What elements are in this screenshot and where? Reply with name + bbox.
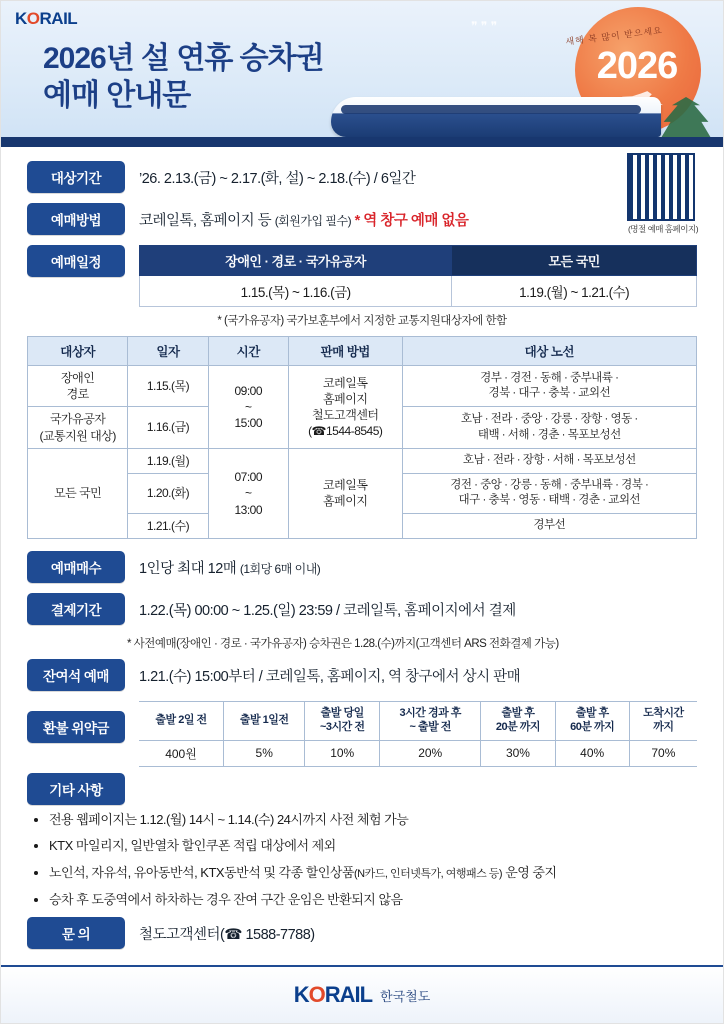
schedule-value-priority: 1.15.(목) ~ 1.16.(금): [140, 276, 452, 307]
label-schedule: 예매일정: [27, 245, 125, 277]
label-etc: 기타 사항: [27, 773, 125, 805]
etc-list: [49, 811, 697, 908]
footer-logo-letter-o: O: [308, 982, 325, 1007]
logo-letters-rail: RAIL: [39, 9, 78, 28]
etc-item-1-text: KTX 마일리지, 일반열차 할인쿠폰 적립 대상에서 제외: [49, 838, 336, 854]
cell-method-callcenter-number: (☎1544-8545): [308, 424, 383, 439]
penalty-table: [139, 701, 697, 767]
label-method: 예매방법: [27, 203, 125, 235]
label-ticket-count: 예매매수: [27, 551, 125, 583]
value-contact[interactable]: 철도고객센터(☎ 1588-7788): [139, 926, 315, 943]
logo-letter-o: O: [26, 9, 40, 28]
table-row: [28, 366, 697, 407]
title-line-1: 2026년 설 연휴 승차권: [43, 42, 324, 75]
row-etc: [27, 773, 697, 805]
row-remaining-seats: [27, 659, 697, 691]
table-row: [28, 448, 697, 473]
schedule-table: [139, 245, 697, 307]
penalty-table-wrap: [139, 701, 697, 767]
penalty-value-row: [139, 740, 697, 766]
cell-date-4: 1.21.(수): [128, 513, 208, 538]
qr-code-icon[interactable]: [627, 153, 695, 221]
schedule-value-general: 1.19.(월) ~ 1.21.(수): [452, 276, 697, 307]
cell-target-all-citizens: 모든 국민: [28, 448, 128, 538]
cell-target-disabled-senior: 장애인 경로: [28, 366, 128, 407]
cell-date-2: 1.19.(월): [128, 448, 208, 473]
row-contact: [27, 917, 697, 949]
cell-target-veteran: [28, 407, 128, 448]
cell-lines-0: 경부 · 경전 · 동해 · 중부내륙 · 경북 · 대구 · 충북 · 교외선: [402, 366, 696, 407]
cell-lines-2: 호남 · 전라 · 장항 · 서해 · 목포보성선: [402, 448, 696, 473]
cell-lines-4: 경부선: [402, 513, 696, 538]
etc-item-2-small: (N카드, 인터넷특가, 여행패스 등): [354, 867, 503, 880]
penalty-th-3: 3시간 경과 후 ~ 출발 전: [380, 702, 481, 741]
cell-target-veteran-sub: (교통지원 대상): [39, 428, 116, 443]
penalty-td-1: 5%: [224, 740, 305, 766]
row-refund-penalty: [27, 701, 697, 767]
footer-logo-letters-rail: RAIL: [324, 982, 373, 1007]
penalty-th-5: 출발 후 60분 까지: [555, 702, 629, 741]
korail-logo-top: [15, 9, 77, 29]
cell-lines-1: 호남 · 전라 · 중앙 · 강릉 · 장항 · 영동 · 태백 · 서해 · 경춘 · 목포보성선: [402, 407, 696, 448]
qr-caption: (명절 예매 홈페이지): [627, 224, 699, 234]
cell-method-general: 코레일톡 홈페이지: [288, 448, 402, 538]
cell-target-veteran-main: 국가유공자: [49, 412, 106, 427]
list-item: [49, 837, 697, 855]
schedule-header-priority: 장애인 · 경로 · 국가유공자: [140, 246, 452, 276]
th-time: 시간: [208, 337, 288, 366]
qr-block: [627, 153, 699, 235]
new-year-greeting: 새해 복 많이 받으세요: [564, 25, 664, 47]
year-badge: 2026: [596, 45, 678, 87]
row-payment: [27, 593, 697, 625]
cell-date-1: 1.16.(금): [128, 407, 208, 448]
payment-note: * 사전예매(장애인 · 경로 · 국가유공자) 승차권은 1.28.(수)까지(고객센터 ARS 전화결제 가능): [127, 638, 559, 651]
penalty-td-6: 70%: [629, 740, 697, 766]
penalty-td-2: 10%: [305, 740, 380, 766]
etc-item-0-text: 전용 웹페이지는 1.12.(월) 14시 ~ 1.14.(수) 24시까지 사전 체험 가능: [49, 811, 409, 827]
penalty-th-0: 출발 2일 전: [139, 702, 224, 741]
schedule-value-row: [140, 276, 697, 307]
poster-header: [1, 1, 723, 147]
schedule-note: * (국가유공자) 국가보훈부에서 지정한 교통지원대상자에 한함: [217, 315, 507, 327]
poster-content: [1, 147, 723, 949]
th-lines: 대상 노선: [402, 337, 696, 366]
cell-date-0: 1.15.(목): [128, 366, 208, 407]
row-period: [27, 161, 697, 193]
penalty-th-2: 출발 당일 ~3시간 전: [305, 702, 380, 741]
value-method-paren: (회원가입 필수): [274, 213, 352, 228]
penalty-td-4: 30%: [481, 740, 555, 766]
value-method-main: 코레일톡, 홈페이지 등: [139, 212, 272, 229]
train-illustration: [331, 97, 661, 137]
title-line-2: 예매 안내문: [43, 78, 191, 112]
value-ticket-count-main: 1인당 최대 12매: [139, 560, 237, 577]
value-period: ’26. 2.13.(금) ~ 2.17.(화, 설) ~ 2.18.(수) / 6일간: [139, 170, 416, 187]
birds-icon: ❞ ❞ ❞: [471, 19, 498, 33]
penalty-td-0: 400원: [139, 740, 224, 766]
penalty-th-1: 출발 1일전: [224, 702, 305, 741]
row-method: [27, 203, 697, 235]
etc-item-2-text2: 운영 중지: [502, 864, 557, 880]
penalty-th-6: 도착시간 까지: [629, 702, 697, 741]
cell-lines-3: 경전 · 중앙 · 강릉 · 동해 · 중부내륙 · 경북 · 대구 · 충북 · 영동 · 태백 · 경춘 · 교외선: [402, 473, 696, 513]
label-period: 대상기간: [27, 161, 125, 193]
value-remaining-seats: 1.21.(수) 15:00부터 / 코레일톡, 홈페이지, 역 창구에서 상시 판매: [139, 668, 521, 685]
schedule-header-general: 모든 국민: [452, 246, 697, 276]
row-ticket-count: [27, 551, 697, 583]
logo-letter-k: K: [15, 9, 27, 28]
cell-method-priority: 코레일톡 홈페이지 철도고객센터 (☎1544-8545): [288, 366, 402, 449]
label-refund-wrap: [27, 701, 125, 743]
cell-time-general: 07:00 ~ 13:00: [208, 448, 288, 538]
etc-item-2-text: 노인석, 자유석, 유아동반석, KTX동반석 및 각종 할인상품: [49, 864, 355, 880]
label-remaining-seats: 잔여석 예매: [27, 659, 125, 691]
penalty-td-5: 40%: [555, 740, 629, 766]
th-date: 일자: [128, 337, 208, 366]
value-method-warning: * 역 창구 예매 없음: [354, 212, 469, 229]
penalty-td-3: 20%: [380, 740, 481, 766]
schedule-header-row: [140, 246, 697, 276]
footer-subtitle: 한국철도: [380, 988, 431, 1004]
etc-item-3-text: 승차 후 도중역에서 하차하는 경우 잔여 구간 운임은 반환되지 않음: [49, 891, 403, 907]
cell-date-3: 1.20.(화): [128, 473, 208, 513]
list-item: [49, 891, 697, 909]
footer-logo-letter-k: K: [293, 982, 309, 1007]
korail-logo-footer: [294, 982, 372, 1008]
poster-title: [43, 41, 324, 114]
main-table-header-row: [28, 337, 697, 366]
penalty-header-row: [139, 702, 697, 741]
list-item: [49, 811, 697, 829]
value-ticket-count: [139, 557, 320, 578]
cell-time-priority: 09:00 ~ 15:00: [208, 366, 288, 449]
value-method: [139, 209, 468, 230]
poster-footer: [1, 965, 723, 1023]
th-target: 대상자: [28, 337, 128, 366]
label-contact: 문 의: [27, 917, 125, 949]
label-schedule-wrap: [27, 245, 125, 307]
list-item: [49, 864, 697, 882]
value-payment: 1.22.(목) 00:00 ~ 1.25.(일) 23:59 / 코레일톡, 홈페이지에서 결제: [139, 602, 516, 619]
value-ticket-count-paren: (1회당 6매 이내): [239, 561, 321, 576]
header-bottom-band: [1, 137, 723, 147]
row-schedule: [27, 245, 697, 307]
label-payment: 결제기간: [27, 593, 125, 625]
label-refund-penalty: 환불 위약금: [27, 711, 125, 743]
main-table: [27, 336, 697, 539]
th-method: 판매 방법: [288, 337, 402, 366]
penalty-th-4: 출발 후 20분 까지: [481, 702, 555, 741]
